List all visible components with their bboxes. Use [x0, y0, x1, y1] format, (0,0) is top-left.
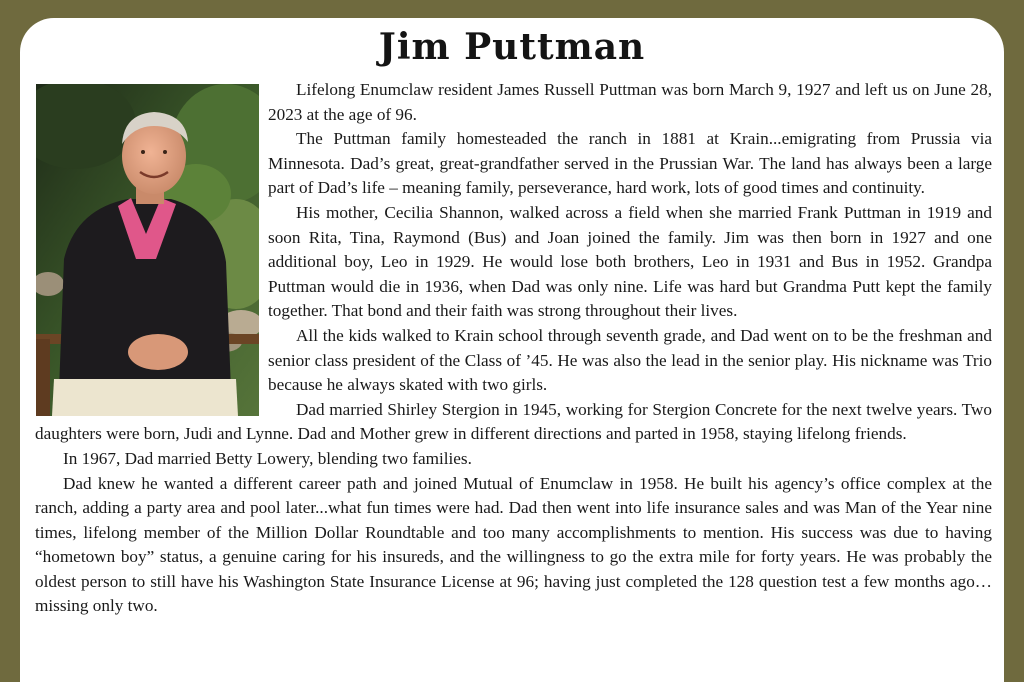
paragraph: The Puttman family homesteaded the ranch in 1881 at Krain...emigrating from Prussia via Minnesota. Dad’s great, great-grandfather served in the Prussian War. The land has always been a large part of Dad’s life – meaning family, perseverance, hard work, lots of good times and continuity. — [268, 129, 992, 198]
paragraph: Dad knew he wanted a different career path and joined Mutual of Enumclaw in 1958. He built his agency’s office complex at the ranch, adding a party area and pool later...what fun times were had. Dad then went into life insurance sales and was Man of the Year nine times, lifelong member of the Million Dollar Roundtable and too many accomplishments to mention. His success was due to having “hometown boy” status, a genuine caring for his insureds, and the willingness to go the extra mile for forty years. He was probably the oldest person to still have his Washington State Insurance License at 96; having just completed the 128 question test a few months ago…missing only two. — [35, 473, 992, 616]
obituary-title: Jim Puttman — [378, 26, 646, 68]
paragraph: His mother, Cecilia Shannon, walked across a field when she married Frank Puttman in 1919 and soon Rita, Tina, Raymond (Bus) and Joan joined the family. Jim was then born in 1927 and one additional boy, Leo in 1929. He would lose both brothers, Leo in 1931 and Bus in 1952. Grandpa Puttman would die in 1936, when Dad was only nine. Life was hard but Grandma Putt kept the family together. That bond and their faith was strong throughout their lives. — [268, 202, 992, 321]
paragraph: In 1967, Dad married Betty Lowery, blending two families. — [63, 448, 472, 468]
photo-spacer — [35, 78, 268, 418]
paragraph: Dad married Shirley Stergion in 1945, working for Stergion Concrete for the next twelve years. Two daughters were born, Judi and Lynne. Dad and Mother grew in different directions and parted in 1958, staying lifelong friends. — [35, 399, 992, 444]
paragraph: All the kids walked to Krain school through seventh grade, and Dad went on to be the freshman and senior class president of the Class of ’45. He was also the lead in the senior play. His nickname was Trio because he always skated with two girls. — [268, 325, 992, 395]
paragraph: Lifelong Enumclaw resident James Russell Puttman was born March 9, 1927 and left us on June 28, 2023 at the age of 96. — [268, 80, 992, 124]
obituary-body — [35, 78, 992, 619]
